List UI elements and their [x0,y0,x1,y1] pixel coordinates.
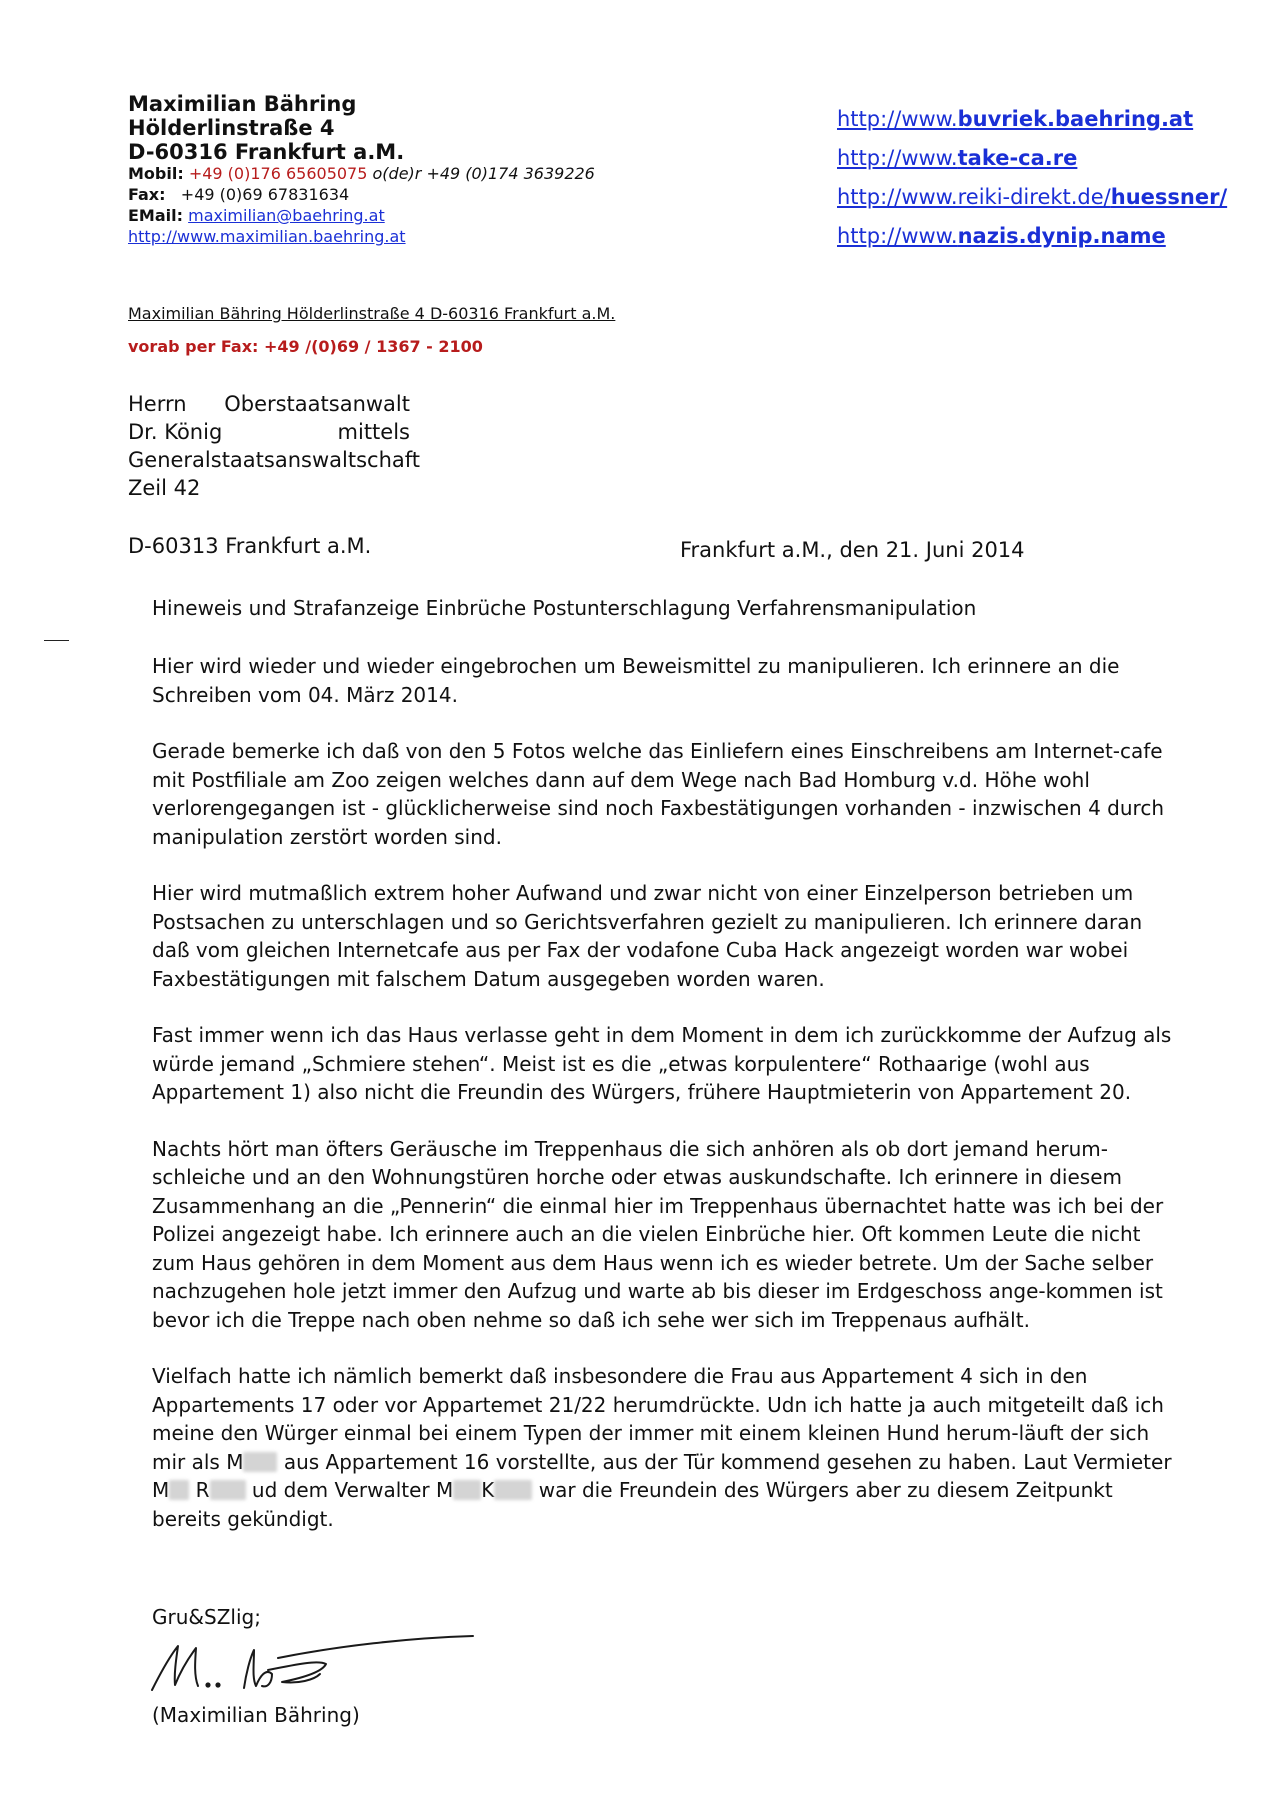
paragraph-1: Hier wird wieder und wieder eingebrochen um Beweismittel zu manipulieren. Ich erinnere an die Schreiben vom 04. März 2014. [152,654,1120,707]
signature-image [148,1630,478,1705]
sender-website [128,227,595,248]
fold-mark [44,640,69,641]
redacted-name [210,1480,246,1500]
redacted-name [169,1480,189,1500]
redacted-name [453,1480,481,1500]
link-take-care[interactable]: http://www.take-ca.re [837,146,1078,170]
link-nazis[interactable]: http://www.nazis.dynip.name [837,224,1166,248]
email-link[interactable]: maximilian@baehring.at [188,206,385,226]
subject-line: Hineweis und Strafanzeige Einbrüche Postunterschlagung Verfahrensmanipulation [152,596,977,620]
return-address: Maximilian Bähring Hölderlinstraße 4 D-60316 Frankfurt a.M. [128,304,616,323]
paragraph-2: Gerade bemerke ich daß von den 5 Fotos welche das Einliefern eines Einschreibens am Internet-cafe mit Postfiliale am Zoo zeigen welches dann auf dem Wege nach Bad Homburg v.d. Höhe wohl verlorengegangen ist - glücklicherweise sind noch Faxbestätigungen vorhanden - inzwischen 4 durch manipulation zerstört worden sind. [152,739,1164,849]
recipient-city: D-60313 Frankfurt a.M. [128,534,372,558]
sender-street: Hölderlinstraße 4 [128,116,335,141]
paragraph-5: Nachts hört man öfters Geräusche im Treppenhaus die sich anhören als ob dort jemand herum-schleiche und an den Wohnungstüren horche oder etwas auskundschafte. Ich erinnere in diesem Zusammenhang an die „Pennerin“ die einmal hier im Treppenhaus übernachtet hatte was ich bei der Polizei angezeigt habe. Ich erinnere auch an die vielen Einbrüche hier. Oft kommen Leute die nicht zum Haus gehören in dem Moment aus dem Haus wenn ich es wieder betrete. Um der Sache selber nachzugehen hole jetzt immer den Aufzug und warte ab bis dieser im Erdgeschoss ange-kommen ist bevor ich die Treppe nach oben nehme so daß ich sehe wer sich im Treppenaus aufhält. [152,1136,1164,1332]
link-buvriek[interactable]: http://www.buvriek.baehring.at [837,107,1194,131]
letter-body [152,652,1172,1533]
link-list [837,100,1227,256]
sender-name: Maximilian Bähring [128,92,357,116]
sender-block [128,92,595,248]
website-link[interactable]: http://www.maximilian.baehring.at [128,226,406,246]
paragraph-6: Vielfach hatte ich nämlich bemerkt daß insbesondere die Frau aus Appartement 4 sich in den Appartements 17 oder vor Appartemet 21/22 herumdrückte. Udn ich hatte ja auch mitgeteilt daß ich meine den Würger einmal bei einem Typen der immer mit einem kleinen Hund herum-läuft der sich mir als M aus Appartement 16 vorstellte, aus der Tür kommend gesehen zu haben. Laut Vermieter M R ud dem Verwalter M K war die Freundein des Würgers aber zu diesem Zeitpunkt bereits gekündigt. [152,1364,1172,1531]
sender-mobile: Mobil: +49 (0)176 65605075 o(de)r +49 (0)174 3639226 [128,164,595,184]
recipient-block: Herrn Oberstaatsanwalt Dr. König mittels Generalstaatsanswaltschaft Zeil 42 [128,392,421,500]
redacted-name [494,1480,532,1500]
paragraph-4: Fast immer wenn ich das Haus verlasse geht in dem Moment in dem ich zurückkomme der Aufzug als würde jemand „Schmiere stehen“. Meist ist es die „etwas korpulentere“ Rothaarige (wohl aus Appartement 1) also nicht die Freundin des Würgers, frühere Hauptmieterin von Appartement 20. [152,1023,1172,1104]
signature-name: (Maximilian Bähring) [152,1703,360,1727]
letter-date: Frankfurt a.M., den 21. Juni 2014 [680,538,1025,562]
sender-email: EMail: maximilian@baehring.at [128,206,385,226]
sender-fax: Fax: +49 (0)69 67831634 [128,185,350,205]
paragraph-3: Hier wird mutmaßlich extrem hoher Aufwand und zwar nicht von einer Einzelperson betrieben um Postsachen zu unterschlagen und so Gerichtsverfahren gezielt zu manipulieren. Ich erinnere daran daß vom gleichen Internetcafe aus per Fax der vodafone Cuba Hack angezeigt worden war wobei Faxbestätigungen mit falschem Datum ausgegeben worden waren. [152,881,1143,991]
redacted-name [243,1452,277,1472]
closing-greeting: Gru&SZlig; [152,1605,261,1629]
sender-city: D-60316 Frankfurt a.M. [128,140,405,165]
fax-note: vorab per Fax: +49 /(0)69 / 1367 - 2100 [128,337,483,356]
link-reiki[interactable]: http://www.reiki-direkt.de/huessner/ [837,185,1228,209]
